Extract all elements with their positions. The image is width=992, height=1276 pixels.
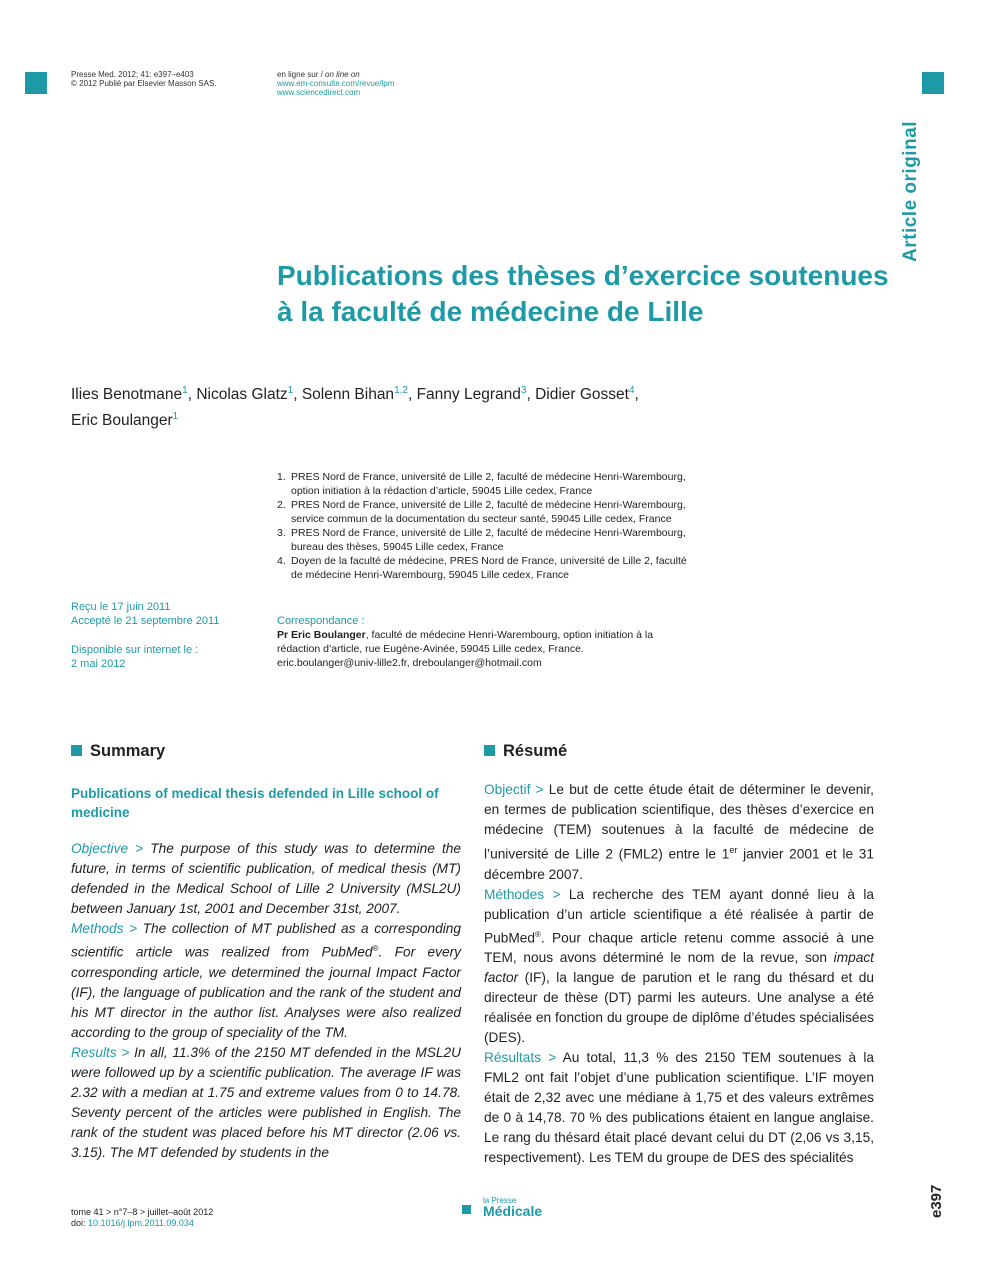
author: Nicolas Glatz (196, 386, 288, 404)
online-label: Disponible sur internet le : (71, 644, 199, 656)
author-affiliation-ref: 3 (520, 385, 527, 396)
methods-label: Methods > (71, 921, 143, 936)
methods-text: The collection of MT published as a corresponding scientific article was realized from PubMed (71, 921, 461, 960)
footer-issue (71, 1207, 331, 1229)
corner-square-left (25, 72, 47, 94)
objectif-label: Objectif > (484, 782, 549, 797)
affiliation-number: 2. (277, 499, 286, 511)
title-line-1: Publications des thèses d’exercice soutenues (277, 260, 889, 291)
resume-methodes (484, 885, 874, 1049)
author: Fanny Legrand (416, 386, 521, 404)
resume-body (484, 780, 874, 1168)
methodes-label: Méthodes > (484, 886, 569, 902)
author-separator: , (634, 386, 639, 404)
online-date: 2 mai 2012 (71, 658, 126, 670)
author: Didier Gosset (535, 386, 629, 404)
resume-heading-text: Résumé (503, 742, 568, 760)
link-sciencedirect[interactable]: www.sciencedirect.com (277, 88, 361, 97)
author-affiliation-ref: 1 (182, 385, 188, 396)
methodes-text-cont: . Pour chaque article retenu comme associé à une TEM, nous avons déterminé le nom de la revue, son (484, 930, 874, 966)
correspondent-name: Pr Eric Boulanger (277, 629, 366, 641)
author-separator: , (293, 386, 302, 404)
english-title: Publications of medical thesis defended in Lille school of medicine (71, 786, 439, 820)
affiliation-item (277, 554, 697, 582)
online-prefix: en ligne sur / (277, 70, 326, 79)
resume-heading (484, 742, 567, 761)
author: Eric Boulanger (71, 412, 173, 430)
author-affiliation-ref: 1,2 (394, 385, 408, 396)
online-availability (71, 643, 241, 671)
resultats-label: Résultats > (484, 1050, 563, 1066)
summary-heading (71, 742, 165, 761)
heading-square (71, 745, 82, 756)
heading-square (484, 745, 495, 756)
registered-mark: ® (534, 929, 541, 939)
summary-objective (71, 839, 461, 919)
author-separator: , (187, 386, 197, 404)
affiliation-number: 1. (277, 471, 286, 483)
affiliation-item (277, 526, 697, 554)
article-dates (71, 600, 241, 628)
article-type-label: Article original (900, 120, 921, 262)
logo-big-text: Médicale (483, 1203, 543, 1219)
author: Solenn Bihan (301, 386, 395, 404)
accepted-date: Accepté le 21 septembre 2011 (71, 615, 220, 627)
author-affiliation-ref: 1 (172, 411, 179, 423)
registered-mark: ® (372, 944, 379, 953)
summary-heading-text: Summary (90, 742, 166, 760)
affiliation-list (277, 470, 697, 582)
affiliation-text: Doyen de la faculté de médecine, PRES Nord de France, université de Lille 2, faculté de médecine Henri-Warembourg, 59045 Lille cedex, France (291, 555, 687, 581)
author-list (71, 380, 711, 432)
ordinal-sup: er (729, 845, 738, 855)
received-date: Reçu le 17 juin 2011 (71, 601, 171, 613)
results-label: Results > (71, 1044, 135, 1060)
author-separator: , (526, 386, 536, 404)
methodes-text-end: (IF), la langue de parution et le rang du thésard et du directeur de thèse (DT) parmi les auteurs. Une analyse a été réalisée en fonction du groupe de diplôme d’études spécialisées (DES). (484, 970, 874, 1046)
logo-small-text: la Presse (483, 1196, 517, 1205)
affiliation-item (277, 498, 697, 526)
correspondence (277, 614, 697, 670)
online-en: on line on (325, 70, 360, 79)
resume-objectif (484, 780, 874, 885)
doi-label: doi: (71, 1218, 89, 1228)
results-text: In all, 11.3% of the 2150 MT defended in the MSL2U were followed up by a scientific publication. The average IF was 2.32 with a median at 1.75 and extreme values from 0 to 14.78. Seventy percent of the articles were published in English. The rank of the student was placed before his MT director (2.06 vs. 3.15). The MT defended by students in the (71, 1044, 461, 1160)
correspondent-emails[interactable]: eric.boulanger@univ-lille2.fr, dreboulanger@hotmail.com (277, 657, 542, 669)
resultats-text: Au total, 11,3 % des 2150 TEM soutenues à la FML2 ont fait l’objet d’une publication scientifique. L’IF moyen était de 2,32 avec une médiane à 1,75 et des valeurs extrêmes de 0 à 14,78. 70 % des publications étaient en langue anglaise. Le rang du thésard était placé devant celui du DT (2,06 vs 3,15, respectivement). Les TEM du groupe de DES des spécialités (484, 1050, 874, 1166)
affiliation-number: 4. (277, 555, 286, 567)
page-number: e397 (928, 1184, 945, 1218)
methodes-text: La recherche des TEM ayant donné lieu à la publication d’un article scientifique a été réalisée à partir de PubMed (484, 886, 874, 946)
correspondent-address: , faculté de médecine Henri-Warembourg, option initiation à la rédaction d’article, rue Eugène-Avinée, 59045 Lille cedex, France. (277, 629, 654, 655)
objective-text: The purpose of this study was to determine the future, in terms of scientific publication, of medical thesis (MT) defended in the Medical School of Lille 2 University (MSL2U) between January 1st, 2001 and December 31st, 2007. (71, 841, 461, 916)
objectif-text: Le but de cette étude était de déterminer le devenir, en termes de publication scientifique, des thèses d’exercice en médecine (TEM) soutenues à la faculté de médecine de l’université de Lille 2 (FML2) entre le 1 (484, 782, 874, 862)
author-separator: , (407, 386, 417, 404)
title-line-2: à la faculté de médecine de Lille (277, 296, 704, 327)
summary-results (71, 1043, 461, 1163)
doi-link[interactable]: 10.1016/j.lpm.2011.09.034 (88, 1218, 194, 1228)
affiliation-item (277, 470, 697, 498)
correspondence-label: Correspondance : (277, 615, 365, 627)
affiliation-text: PRES Nord de France, université de Lille 2, faculté de médecine Henri-Warembourg, service commun de la documentation du secteur santé, 59045 Lille cedex, France (291, 499, 686, 525)
summary-body (71, 839, 461, 1163)
article-title (277, 258, 897, 330)
corner-square-right (922, 72, 944, 94)
objectif-text-cont: janvier 2001 et le 31 décembre 2007. (484, 846, 874, 882)
affiliation-number: 3. (277, 527, 286, 539)
issue-info: tome 41 > n°7–8 > juillet–août 2012 (71, 1207, 214, 1217)
copyright: © 2012 Publié par Elsevier Masson SAS. (71, 79, 217, 88)
author-affiliation-ref: 1 (287, 385, 294, 396)
impact-factor-term: impact factor (484, 950, 874, 986)
author-affiliation-ref: 4 (628, 385, 635, 396)
objective-label: Objective > (71, 841, 151, 856)
affiliation-text: PRES Nord de France, université de Lille 2, faculté de médecine Henri-Warembourg, bureau des thèses, 59045 Lille cedex, France (291, 527, 686, 553)
affiliation-text: PRES Nord de France, université de Lille 2, faculté de médecine Henri-Warembourg, option initiation à la rédaction d’article, 59045 Lille cedex, France (291, 471, 686, 497)
author: Ilies Benotmane (71, 386, 183, 404)
logo-square (462, 1205, 471, 1214)
online-links (277, 70, 527, 97)
summary-methods (71, 919, 461, 1043)
link-em-consulte[interactable]: www.em-consulte.com/revue/lpm (277, 79, 395, 88)
journal-ref: Presse Med. 2012; 41: e397–e403 (71, 70, 194, 79)
resume-resultats (484, 1048, 874, 1168)
journal-header (71, 70, 271, 88)
journal-logo (462, 1196, 582, 1222)
methods-text-cont: . For every corresponding article, we determined the journal Impact Factor (IF), the language of publication and the rank of the student and his MT director in the author list. Analyses were also realized according to the group of speciality of the TM. (71, 944, 461, 1040)
